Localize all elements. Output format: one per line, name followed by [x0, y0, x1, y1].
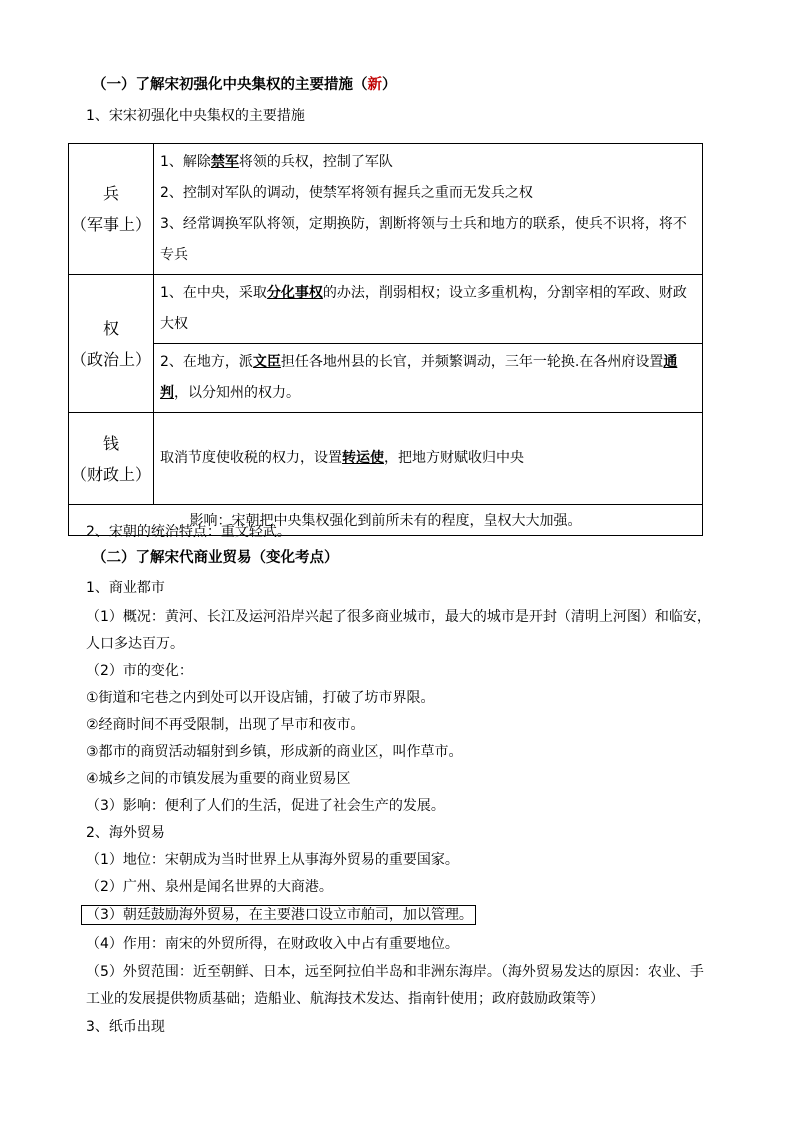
- table-row-political-2: [69, 344, 703, 413]
- military-content: [154, 144, 703, 275]
- body-line-17: 3、纸币出现: [86, 1019, 165, 1035]
- table-row-political-1: [69, 275, 703, 344]
- category-military-label: 兵: [102, 184, 119, 203]
- section2-heading: （二）了解宋代商业贸易（变化考点）: [92, 550, 339, 566]
- text-span: 的办法，削弱相权；设立多重机构，分割宰相的军政、财政大权: [160, 285, 687, 332]
- highlight-wenchen: 文臣: [252, 354, 281, 370]
- body-line-10: 2、海外贸易: [86, 825, 165, 841]
- military-line-1: [160, 147, 696, 178]
- section1-new-tag: 新: [367, 77, 382, 93]
- item2-feature: 2、宋朝的统治特点：重文轻武。: [86, 524, 291, 540]
- highlight-zhuanyunshi: 转运使: [342, 450, 384, 466]
- section1-heading-text: （一）了解宋初强化中央集权的主要措施（: [92, 77, 368, 93]
- category-political-sub: （政治上）: [70, 349, 151, 369]
- category-military-sub: （军事上）: [70, 215, 151, 234]
- body-line-8: ④城乡之间的市镇发展为重要的商业贸易区: [86, 771, 351, 787]
- category-finance-label: 钱: [102, 433, 119, 453]
- boxed-text: （3）朝廷鼓励海外贸易，在主要港口设立市舶司，加以管理。: [81, 905, 476, 925]
- finance-content: [154, 413, 703, 505]
- text-span: ，以分知州的权力。: [174, 385, 300, 401]
- body-line-4: （2）市的变化：: [86, 663, 193, 679]
- highlight-jinjun: 禁军: [210, 154, 239, 170]
- category-finance-sub: （财政上）: [70, 464, 151, 484]
- body-line-12: （2）广州、泉州是闻名世界的大商港。: [86, 879, 333, 895]
- item1-title: 1、宋宋初强化中央集权的主要措施: [86, 108, 305, 124]
- political-central: [154, 275, 703, 344]
- body-line-14: （4）作用：南宋的外贸所得，在财政收入中占有重要地位。: [86, 936, 459, 952]
- body-line-13-boxed: [86, 905, 476, 925]
- body-line-3: 人口多达百万。: [86, 636, 184, 652]
- category-military: [69, 144, 154, 275]
- body-line-6: ②经商时间不再受限制，出现了早市和夜市。: [86, 717, 365, 733]
- measures-table: [68, 143, 703, 536]
- political-local: [154, 344, 703, 413]
- military-line-2: 2、控制对军队的调动，使禁军将领有握兵之重而无发兵之权: [160, 185, 533, 201]
- body-line-1: 1、商业都市: [86, 580, 165, 596]
- body-line-16: 工业的发展提供物质基础；造船业、航海技术发达、指南针使用；政府鼓励政策等）: [86, 991, 604, 1007]
- table-row-finance: [69, 413, 703, 505]
- body-line-2: （1）概况：黄河、长江及运河沿岸兴起了很多商业城市，最大的城市是开封（清明上河图）和临安，: [86, 609, 711, 625]
- category-political-label: 权: [102, 318, 119, 338]
- body-line-11: （1）地位：宋朝成为当时世界上从事海外贸易的重要国家。: [86, 852, 459, 868]
- category-finance: [69, 413, 154, 505]
- section1-heading: [92, 75, 397, 95]
- text-span: 取消节度使收税的权力，设置: [160, 450, 342, 466]
- body-line-9: （3）影响：便利了人们的生活，促进了社会生产的发展。: [86, 798, 445, 814]
- category-political: [69, 275, 154, 413]
- body-line-5: ①街道和宅巷之内到处可以开设店铺，打破了坊市界限。: [86, 690, 435, 706]
- text-span: 担任各地州县的长官，并频繁调动，三年一轮换.在各州府设置: [280, 354, 664, 370]
- text-span: 将领的兵权，控制了军队: [238, 154, 393, 170]
- table-row-military: [69, 144, 703, 275]
- highlight-tongpan: 通判: [160, 354, 678, 401]
- military-line-3: 3、经常调换军队将领，定期换防，割断将领与士兵和地方的联系，使兵不识将，将不专兵: [160, 216, 687, 263]
- text-span: 1、解除: [160, 154, 211, 170]
- text-span: 1、在中央，采取: [160, 285, 267, 301]
- body-line-15: （5）外贸范围：近至朝鲜、日本，远至阿拉伯半岛和非洲东海岸。（海外贸易发达的原因：农业、手: [86, 964, 704, 980]
- text-span: 2、在地方，派: [160, 354, 253, 370]
- table-footer-impact: 影响：宋朝把中央集权强化到前所未有的程度，皇权大大加强。: [69, 505, 703, 536]
- section1-heading-close: ）: [382, 77, 397, 93]
- body-line-7: ③都市的商贸活动辐射到乡镇，形成新的商业区，叫作草市。: [86, 744, 463, 760]
- highlight-fenhua: 分化事权: [266, 285, 323, 301]
- text-span: ，把地方财赋收归中央: [384, 450, 524, 466]
